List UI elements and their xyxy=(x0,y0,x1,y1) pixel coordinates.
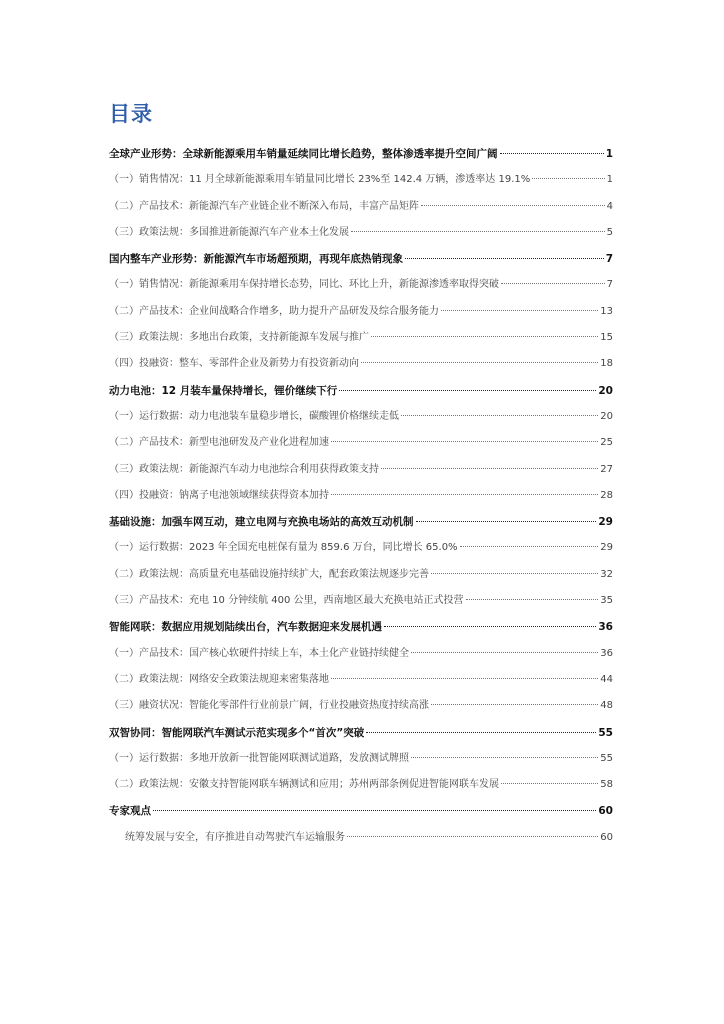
toc-entry-text: 国内整车产业形势：新能源汽车市场超预期，再现年底热销现象 xyxy=(109,253,403,266)
toc-dot-leader xyxy=(466,599,599,600)
toc-section-entry[interactable] xyxy=(109,460,613,486)
toc-entry-text: 专家观点 xyxy=(109,805,151,818)
toc-entry-text: （二）产品技术：企业间战略合作增多，助力提升产品研发及综合服务能力 xyxy=(109,305,439,317)
toc-page-number: 58 xyxy=(600,779,613,791)
toc-entry-text: （一）运行数据：多地开放新一批智能网联测试道路，发放测试牌照 xyxy=(109,752,409,764)
toc-dot-leader xyxy=(339,390,596,391)
toc-entry-text: （一）运行数据：2023 年全国充电桩保有量为 859.6 万台，同比增长 65.0% xyxy=(109,542,458,554)
toc-page-number: 7 xyxy=(606,279,613,291)
toc-page-number: 25 xyxy=(600,437,613,449)
toc-entry-text: 双智协同：智能网联汽车测试示范实现多个“首次”突破 xyxy=(109,726,365,739)
toc-chapter-entry[interactable] xyxy=(109,144,613,170)
toc-entry-text: 全球产业形势：全球新能源乘用车销量延续同比增长趋势，整体渗透率提升空间广阔 xyxy=(109,148,498,160)
toc-entry-text: 基础设施：加强车网互动，建立电网与充换电场站的高效互动机制 xyxy=(109,516,414,529)
toc-entry-text: （二）政策法规：网络安全政策法规迎来密集落地 xyxy=(109,673,329,685)
toc-section-entry[interactable] xyxy=(109,749,613,775)
toc-entry-text: 动力电池：12 月装车量保持增长，锂价继续下行 xyxy=(109,384,338,397)
toc-entry-text: （一）产品技术：国产核心软硬件持续上车，本土化产业链持续健全 xyxy=(109,647,409,659)
toc-page-number: 4 xyxy=(606,200,613,212)
toc-chapter-entry[interactable] xyxy=(109,249,613,275)
toc-page-number: 44 xyxy=(600,673,613,685)
toc-entry-text: （二）政策法规：高质量充电基础设施持续扩大，配套政策法规逐步完善 xyxy=(109,568,429,580)
toc-dot-leader xyxy=(347,836,598,837)
toc-chapter-entry[interactable] xyxy=(109,723,613,749)
toc-page-number: 36 xyxy=(600,647,613,659)
toc-dot-leader xyxy=(416,521,597,522)
toc-dot-leader xyxy=(331,678,598,679)
toc-section-entry[interactable] xyxy=(109,223,613,249)
toc-entry-text: 统筹发展与安全，有序推进自动驾驶汽车运输服务 xyxy=(125,831,345,843)
toc-section-entry[interactable] xyxy=(109,170,613,196)
toc-dot-leader xyxy=(411,652,598,653)
toc-dot-leader xyxy=(431,573,598,574)
toc-dot-leader xyxy=(500,153,604,154)
toc-page-number: 55 xyxy=(598,726,613,739)
toc-page-number: 36 xyxy=(598,621,613,634)
toc-entry-text: （一）运行数据：动力电池装车量稳步增长，碳酸锂价格继续走低 xyxy=(109,410,399,422)
toc-section-entry[interactable] xyxy=(109,670,613,696)
toc-entry-text: （三）产品技术：充电 10 分钟续航 400 公里，西南地区最大充换电站正式投营 xyxy=(109,595,464,607)
toc-page-number: 1 xyxy=(606,174,613,186)
toc-page-number: 27 xyxy=(600,463,613,475)
toc-dot-leader xyxy=(441,310,598,311)
toc-section-entry[interactable] xyxy=(109,644,613,670)
toc-section-entry[interactable] xyxy=(109,407,613,433)
toc-page-number: 35 xyxy=(600,595,613,607)
toc-list xyxy=(109,144,613,854)
toc-section-entry[interactable] xyxy=(109,775,613,801)
toc-section-entry[interactable] xyxy=(109,828,613,854)
toc-section-entry[interactable] xyxy=(109,486,613,512)
toc-entry-text: （一）销售情况：新能源乘用车保持增长态势，同比、环比上升，新能源渗透率取得突破 xyxy=(109,279,499,291)
toc-section-entry[interactable] xyxy=(109,565,613,591)
toc-dot-leader xyxy=(401,415,598,416)
toc-dot-leader xyxy=(532,178,604,179)
toc-dot-leader xyxy=(405,258,604,259)
toc-page-number: 20 xyxy=(598,384,613,397)
toc-section-entry[interactable] xyxy=(109,275,613,301)
toc-title: 目录 xyxy=(109,102,153,126)
toc-dot-leader xyxy=(371,336,598,337)
toc-dot-leader xyxy=(431,704,598,705)
toc-chapter-entry[interactable] xyxy=(109,801,613,827)
toc-entry-text: （一）销售情况：11 月全球新能源乘用车销量同比增长 23%至 142.4 万辆，渗透率达 19.1% xyxy=(109,174,531,186)
toc-page-number: 18 xyxy=(600,358,613,370)
toc-dot-leader xyxy=(384,626,596,627)
toc-section-entry[interactable] xyxy=(109,433,613,459)
toc-entry-text: 智能网联：数据应用规划陆续出台，汽车数据迎来发展机遇 xyxy=(109,621,382,634)
toc-dot-leader xyxy=(501,283,605,284)
toc-dot-leader xyxy=(501,783,598,784)
toc-section-entry[interactable] xyxy=(109,302,613,328)
toc-page-number: 5 xyxy=(606,226,613,238)
toc-page-number: 13 xyxy=(600,305,613,317)
toc-entry-text: （四）投融资：钠离子电池领域继续获得资本加持 xyxy=(109,489,329,501)
toc-page-number: 29 xyxy=(600,542,613,554)
toc-section-entry[interactable] xyxy=(109,696,613,722)
toc-entry-text: （二）政策法规：安徽支持智能网联车辆测试和应用；苏州两部条例促进智能网联车发展 xyxy=(109,779,499,791)
toc-section-entry[interactable] xyxy=(109,197,613,223)
toc-chapter-entry[interactable] xyxy=(109,617,613,643)
toc-page-number: 7 xyxy=(605,253,613,266)
toc-section-entry[interactable] xyxy=(109,328,613,354)
toc-page-number: 60 xyxy=(598,805,613,818)
toc-dot-leader xyxy=(153,810,596,811)
toc-page-number: 55 xyxy=(600,752,613,764)
toc-dot-leader xyxy=(361,362,598,363)
toc-page-number: 32 xyxy=(600,568,613,580)
toc-page-number: 48 xyxy=(600,700,613,712)
toc-chapter-entry[interactable] xyxy=(109,512,613,538)
toc-dot-leader xyxy=(331,494,598,495)
toc-dot-leader xyxy=(460,546,599,547)
toc-chapter-entry[interactable] xyxy=(109,381,613,407)
toc-page-number: 28 xyxy=(600,489,613,501)
toc-dot-leader xyxy=(351,231,605,232)
toc-entry-text: （三）融资状况：智能化零部件行业前景广阔，行业投融资热度持续高涨 xyxy=(109,700,429,712)
toc-page-number: 1 xyxy=(605,148,613,160)
toc-section-entry[interactable] xyxy=(109,538,613,564)
toc-dot-leader xyxy=(366,732,596,733)
toc-dot-leader xyxy=(421,205,605,206)
toc-dot-leader xyxy=(381,468,598,469)
toc-entry-text: （三）政策法规：多国推进新能源汽车产业本土化发展 xyxy=(109,226,349,238)
toc-section-entry[interactable] xyxy=(109,591,613,617)
toc-page-number: 29 xyxy=(598,516,613,529)
toc-entry-text: （四）投融资：整车、零部件企业及新势力有投资新动向 xyxy=(109,358,359,370)
toc-entry-text: （二）产品技术：新能源汽车产业链企业不断深入布局，丰富产品矩阵 xyxy=(109,200,419,212)
toc-dot-leader xyxy=(411,757,598,758)
toc-entry-text: （二）产品技术：新型电池研发及产业化进程加速 xyxy=(109,437,329,449)
toc-section-entry[interactable] xyxy=(109,354,613,380)
toc-page-number: 60 xyxy=(600,831,613,843)
toc-page-number: 15 xyxy=(600,332,613,344)
toc-dot-leader xyxy=(331,441,598,442)
toc-page-number: 20 xyxy=(600,410,613,422)
toc-entry-text: （三）政策法规：多地出台政策，支持新能源车发展与推广 xyxy=(109,332,369,344)
toc-entry-text: （三）政策法规：新能源汽车动力电池综合利用获得政策支持 xyxy=(109,463,379,475)
